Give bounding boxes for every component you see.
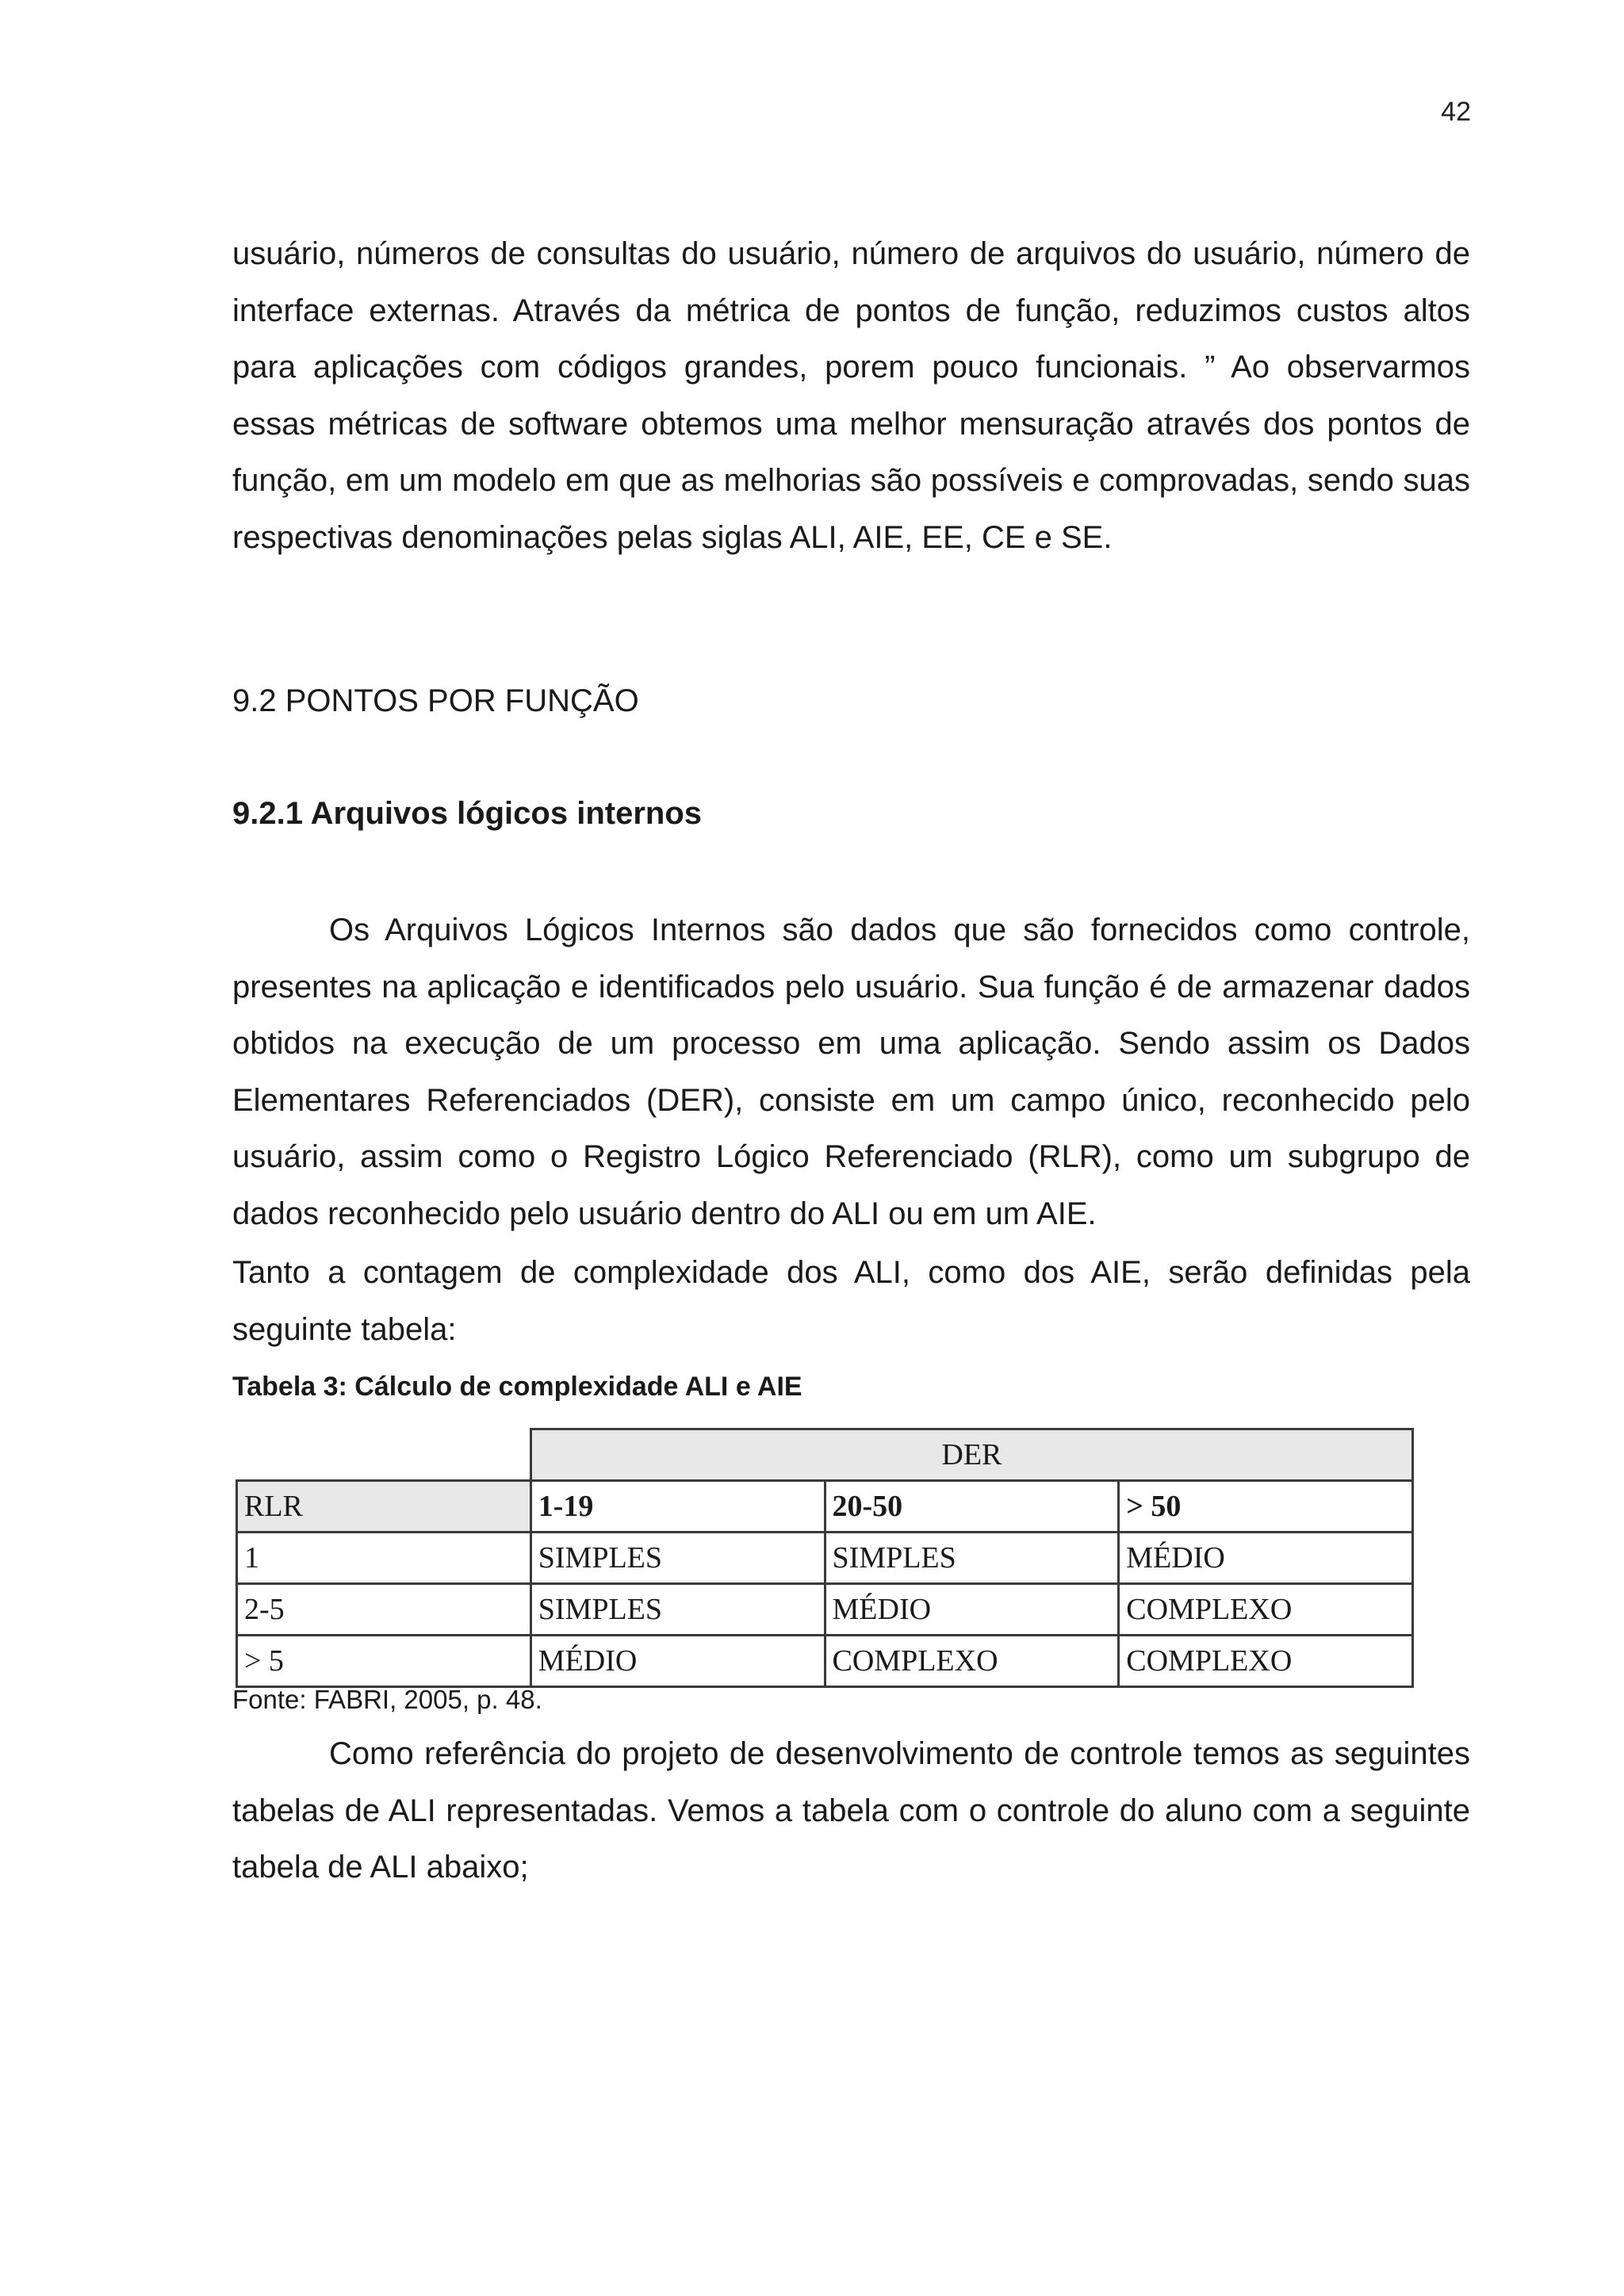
table-group-header: DER bbox=[530, 1429, 1412, 1481]
paragraph-text: Como referência do projeto de desenvolvimento de controle temos as seguintes tabelas de ALI representadas. Vemos a tabela com o controle do aluno com a seguinte tabela de ALI abaixo; bbox=[232, 1736, 1470, 1885]
page-number: 42 bbox=[1441, 97, 1471, 127]
table-column-header: 20-50 bbox=[825, 1481, 1119, 1533]
table-column-header: > 50 bbox=[1119, 1481, 1413, 1533]
table-cell: COMPLEXO bbox=[825, 1636, 1119, 1687]
table-cell: SIMPLES bbox=[530, 1584, 825, 1636]
subsection-heading: 9.2.1 Arquivos lógicos internos bbox=[232, 796, 702, 831]
table-corner bbox=[237, 1429, 531, 1481]
paragraph-table-intro bbox=[232, 1245, 1470, 1358]
table-cell: MÉDIO bbox=[530, 1636, 825, 1687]
table-cell: COMPLEXO bbox=[1119, 1584, 1413, 1636]
table-caption: Tabela 3: Cálculo de complexidade ALI e AIE bbox=[232, 1372, 802, 1402]
table-cell: SIMPLES bbox=[530, 1533, 825, 1584]
table-cell: MÉDIO bbox=[1119, 1533, 1413, 1584]
table-row-label: 2-5 bbox=[237, 1584, 531, 1636]
table-header-row bbox=[237, 1481, 1413, 1533]
table-column-header: 1-19 bbox=[530, 1481, 825, 1533]
table-row bbox=[237, 1533, 1413, 1584]
table-row bbox=[237, 1584, 1413, 1636]
paragraph-ali bbox=[232, 902, 1470, 1242]
paragraph-text: Os Arquivos Lógicos Internos são dados que são fornecidos como controle, presentes na aplicação e identificados pelo usuário. Sua função é de armazenar dados obtidos na execução de um processo em uma aplicação. Sendo assim os Dados Elementares Referenciados (DER), consiste em um campo único, reconhecido pelo usuário, assim como o Registro Lógico Referenciado (RLR), como um subgrupo de dados reconhecido pelo usuário dentro do ALI ou em um AIE. bbox=[232, 913, 1470, 1231]
paragraph-reference bbox=[232, 1726, 1470, 1896]
section-heading: 9.2 PONTOS POR FUNÇÃO bbox=[232, 683, 639, 718]
table-source: Fonte: FABRI, 2005, p. 48. bbox=[232, 1685, 542, 1714]
table-cell: COMPLEXO bbox=[1119, 1636, 1413, 1687]
paragraph-text: Tanto a contagem de complexidade dos ALI, como dos AIE, serão definidas pela seguinte tabela: bbox=[232, 1255, 1470, 1347]
table-row bbox=[237, 1636, 1413, 1687]
table-cell: MÉDIO bbox=[825, 1584, 1119, 1636]
paragraph-intro bbox=[232, 226, 1470, 566]
table-row-label: 1 bbox=[237, 1533, 531, 1584]
paragraph-text: usuário, números de consultas do usuário, número de arquivos do usuário, número de interface externas. Através da métrica de pontos de função, reduzimos custos altos para aplicações com códigos grandes, porem pouco funcionais. ” Ao observarmos essas métricas de software obtemos uma melhor mensuração através dos pontos de função, em um modelo em que as melhorias são possíveis e comprovadas, sendo suas respectivas denominações pelas siglas ALI, AIE, EE, CE e SE. bbox=[232, 236, 1470, 555]
table-row-label: > 5 bbox=[237, 1636, 531, 1687]
table-row-header: RLR bbox=[237, 1481, 531, 1533]
complexity-table bbox=[236, 1428, 1414, 1678]
table-group-header-row bbox=[237, 1429, 1413, 1481]
table-cell: SIMPLES bbox=[825, 1533, 1119, 1584]
